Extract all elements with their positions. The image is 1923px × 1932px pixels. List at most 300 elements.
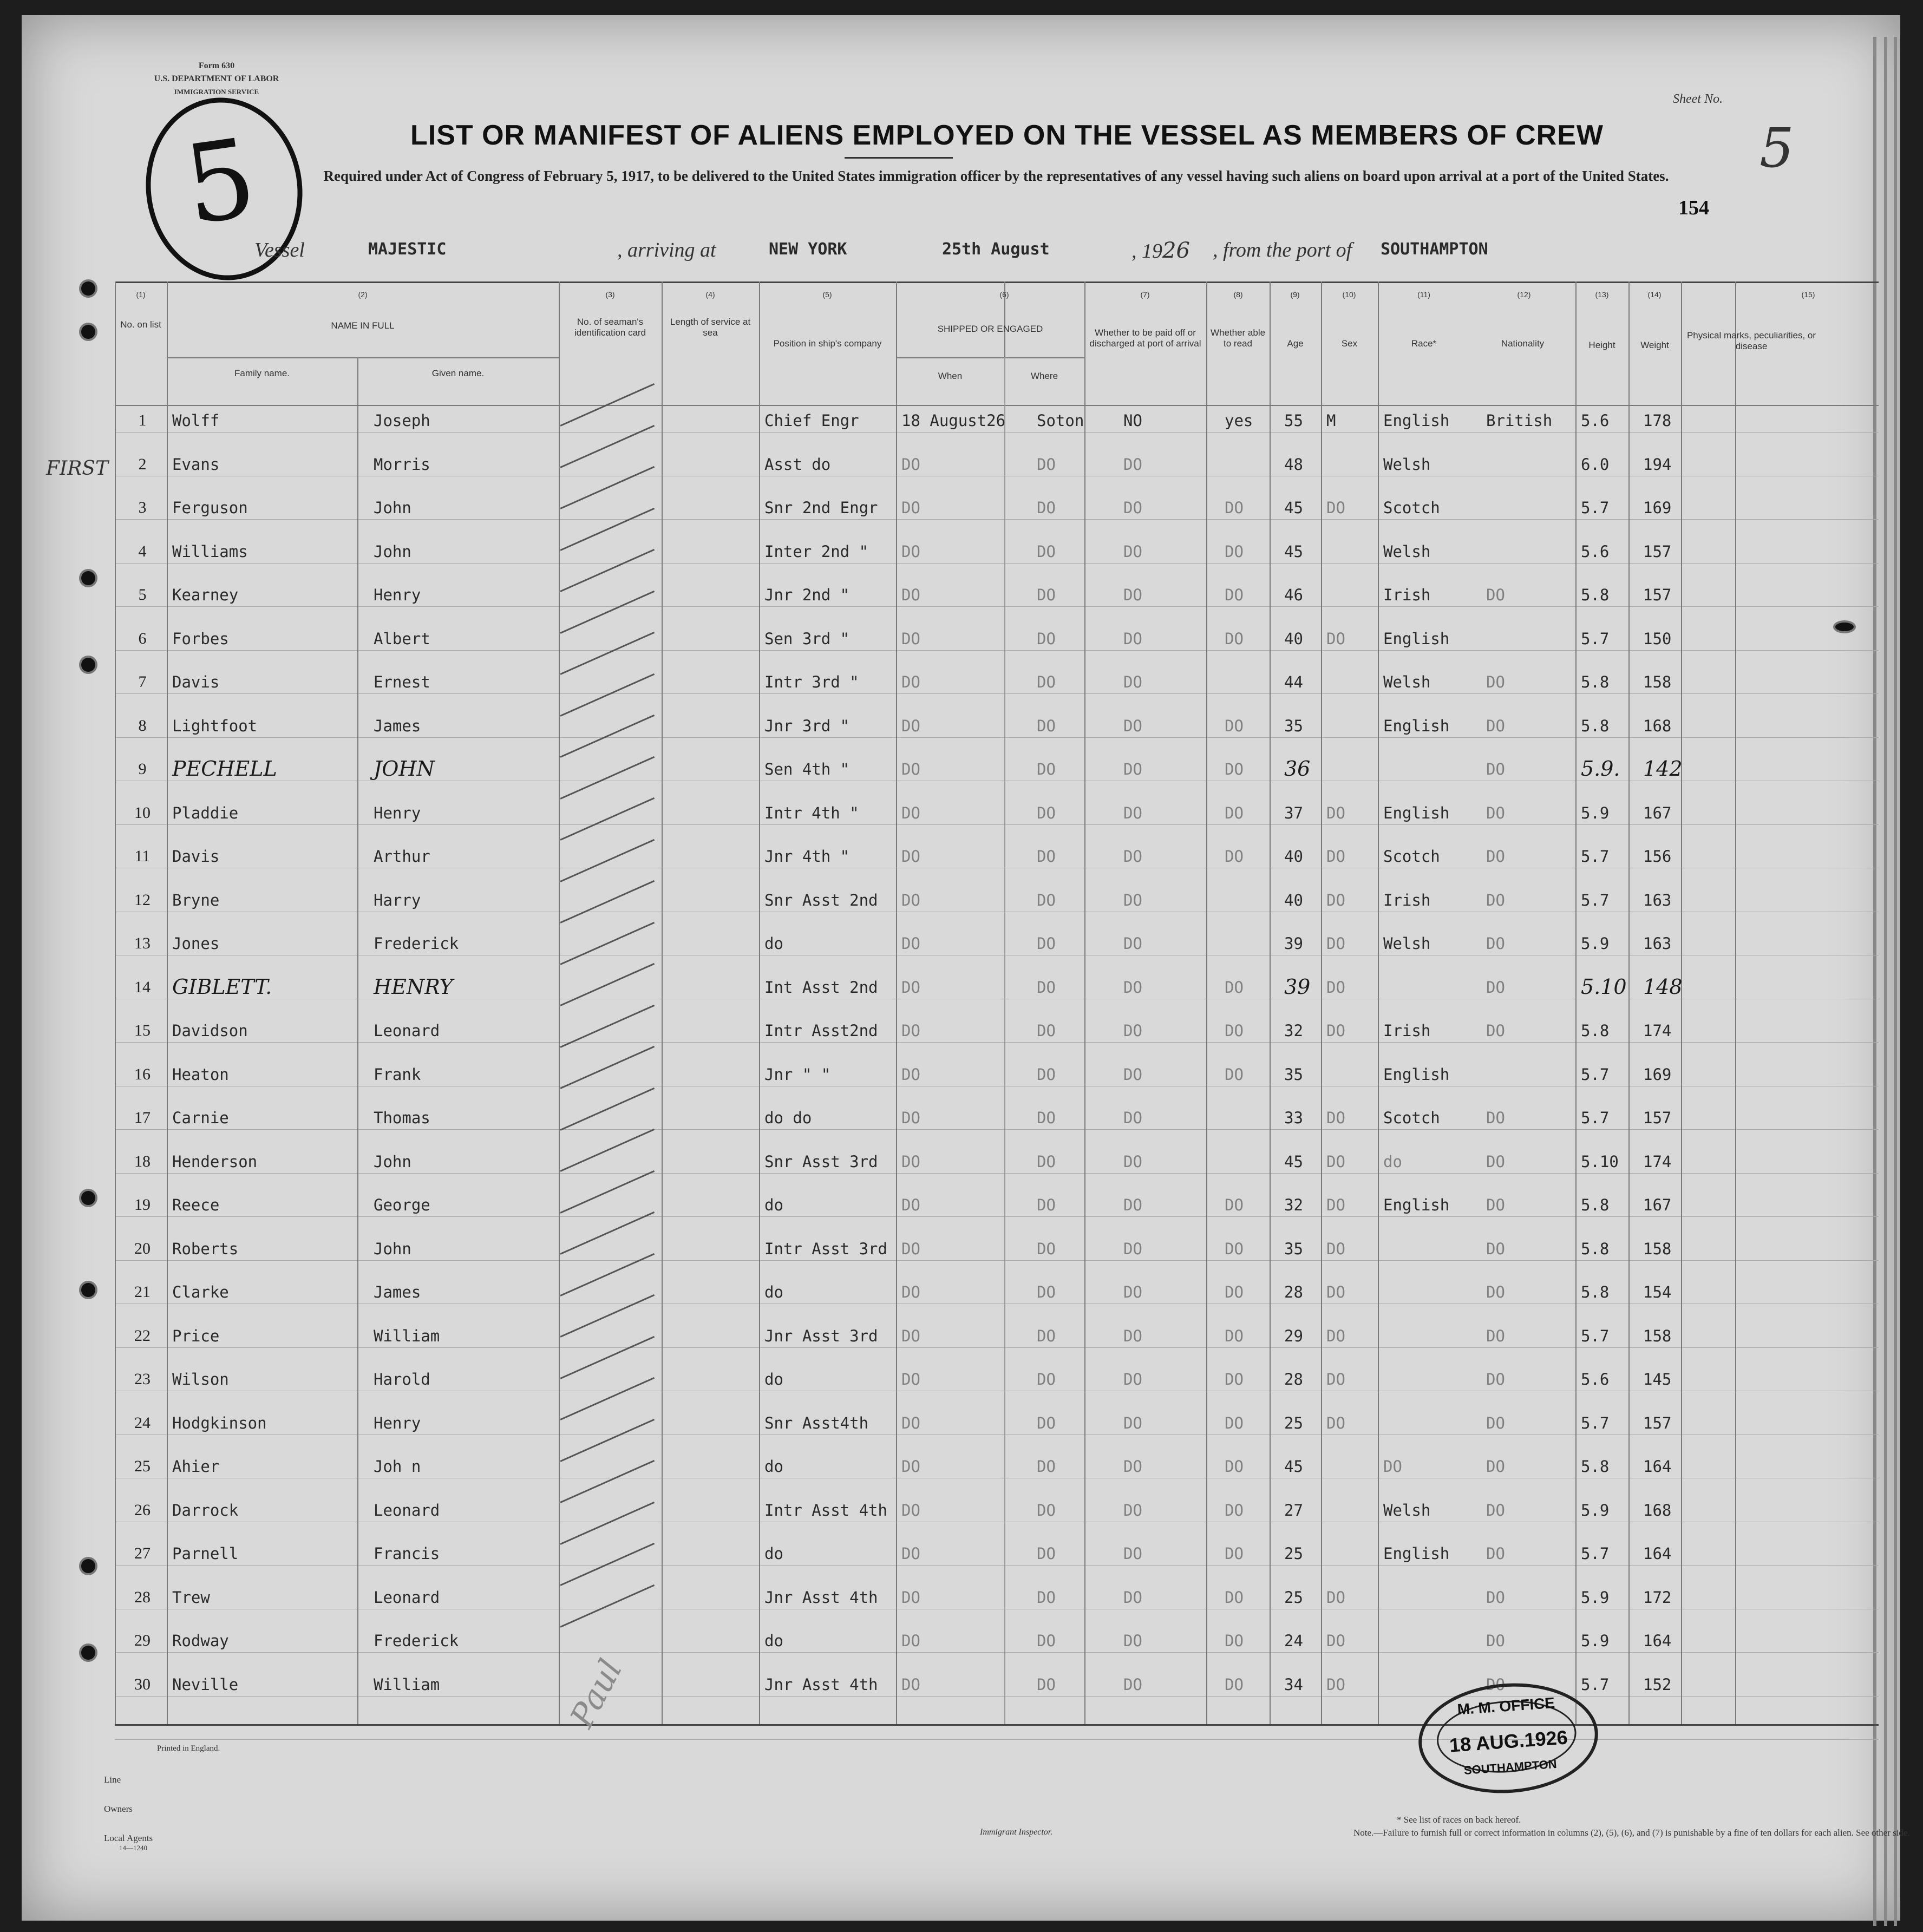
weight-cell: 158 bbox=[1643, 673, 1672, 691]
position-cell: Intr 3rd " bbox=[764, 673, 859, 691]
position-cell: do bbox=[764, 1632, 783, 1650]
shipped-when-cell: DO bbox=[901, 1370, 920, 1389]
shipped-where-cell: DO bbox=[1037, 1196, 1056, 1214]
row-number: 24 bbox=[134, 1414, 151, 1432]
nationality-cell: DO bbox=[1486, 934, 1505, 953]
position-cell: Jnr Asst 4th bbox=[764, 1675, 878, 1694]
weight-cell: 164 bbox=[1643, 1632, 1672, 1650]
age-cell: 32 bbox=[1284, 1196, 1303, 1214]
shipped-when-cell: DO bbox=[901, 542, 920, 561]
age-cell: 28 bbox=[1284, 1370, 1303, 1389]
shipped-when-cell: DO bbox=[901, 847, 920, 866]
position-cell: Jnr " " bbox=[764, 1065, 831, 1084]
age-cell: 46 bbox=[1284, 586, 1303, 604]
able-to-read-cell: DO bbox=[1225, 499, 1244, 517]
nationality-cell: DO bbox=[1486, 1675, 1505, 1694]
able-to-read-cell: DO bbox=[1225, 1632, 1244, 1650]
given-name-cell: John bbox=[374, 1152, 411, 1171]
height-cell: 5.8 bbox=[1581, 1240, 1610, 1258]
height-cell: 5.8 bbox=[1581, 1021, 1610, 1040]
height-cell: 5.8 bbox=[1581, 1196, 1610, 1214]
shipped-when-cell: DO bbox=[901, 1544, 920, 1563]
row-rule bbox=[115, 650, 1879, 651]
when-where-rule bbox=[1004, 357, 1005, 1724]
departure-port: SOUTHAMPTON bbox=[1381, 240, 1488, 259]
shipped-when-cell: DO bbox=[901, 717, 920, 735]
stamp-office: M. M. OFFICE bbox=[1456, 1694, 1555, 1718]
family-name-cell: Darrock bbox=[172, 1501, 239, 1520]
race-cell: Scotch bbox=[1383, 499, 1440, 517]
paid-off-cell: DO bbox=[1123, 542, 1142, 561]
given-name-cell: Arthur bbox=[374, 847, 430, 866]
sex-cell: DO bbox=[1326, 1370, 1345, 1389]
shipped-when-cell: DO bbox=[901, 455, 920, 474]
row-number: 5 bbox=[138, 586, 147, 604]
weight-cell: 194 bbox=[1643, 455, 1672, 474]
shipped-where-cell: DO bbox=[1037, 1457, 1056, 1476]
given-name-cell: Harry bbox=[374, 891, 421, 909]
shipped-where-cell: Soton bbox=[1037, 411, 1084, 430]
position-cell: do bbox=[764, 1544, 783, 1563]
column-number: (1) bbox=[136, 290, 146, 299]
height-cell: 5.7 bbox=[1581, 1414, 1610, 1432]
family-name-cell: Evans bbox=[172, 455, 220, 474]
paid-off-cell: DO bbox=[1123, 1283, 1142, 1301]
family-name-cell: PECHELL bbox=[172, 757, 277, 781]
row-rule bbox=[115, 519, 1879, 520]
sex-cell: DO bbox=[1326, 1021, 1345, 1040]
nationality-cell: DO bbox=[1486, 717, 1505, 735]
height-cell: 5.9 bbox=[1581, 1588, 1610, 1607]
race-cell: English bbox=[1383, 1544, 1450, 1563]
weight-cell: 157 bbox=[1643, 542, 1672, 561]
paid-off-cell: DO bbox=[1123, 1065, 1142, 1084]
position-cell: Chief Engr bbox=[764, 411, 859, 430]
shipped-when-cell: 18 August26 bbox=[901, 411, 1006, 430]
height-cell: 5.7 bbox=[1581, 1065, 1610, 1084]
position-cell: Intr Asst 4th bbox=[764, 1501, 887, 1520]
shipped-where-cell: DO bbox=[1037, 630, 1056, 648]
given-name-cell: Francis bbox=[374, 1544, 440, 1563]
shipped-where-cell: DO bbox=[1037, 1109, 1056, 1127]
shipped-where-cell: DO bbox=[1037, 586, 1056, 604]
paid-off-cell: DO bbox=[1123, 1675, 1142, 1694]
shipped-when-cell: DO bbox=[901, 804, 920, 822]
height-cell: 5.8 bbox=[1581, 673, 1610, 691]
sex-cell: DO bbox=[1326, 1588, 1345, 1607]
row-number: 22 bbox=[134, 1327, 151, 1345]
row-number: 21 bbox=[134, 1283, 151, 1301]
paid-off-cell: DO bbox=[1123, 455, 1142, 474]
paid-off-cell: NO bbox=[1123, 411, 1142, 430]
page-edge bbox=[1884, 37, 1887, 1926]
manifest-sheet bbox=[22, 15, 1900, 1921]
column-number: (4) bbox=[705, 290, 715, 299]
header-height: Height bbox=[1588, 340, 1615, 350]
family-name-cell: Trew bbox=[172, 1588, 210, 1607]
age-cell: 55 bbox=[1284, 411, 1303, 430]
sheet-number-label: Sheet No. bbox=[1673, 92, 1723, 106]
header-age: Age bbox=[1287, 338, 1304, 349]
height-cell: 5.9 bbox=[1581, 934, 1610, 953]
column-number: (5) bbox=[822, 290, 832, 299]
header-marks: Physical marks, peculiarities, or disease bbox=[1686, 330, 1816, 351]
shipped-where-cell: DO bbox=[1037, 1632, 1056, 1650]
nationality-cell: DO bbox=[1486, 1501, 1505, 1520]
height-cell: 5.8 bbox=[1581, 1457, 1610, 1476]
position-cell: Snr Asst 2nd bbox=[764, 891, 878, 909]
paid-off-cell: DO bbox=[1123, 1632, 1142, 1650]
shipped-where-cell: DO bbox=[1037, 673, 1056, 691]
position-cell: Sen 4th " bbox=[764, 760, 850, 778]
weight-cell: 154 bbox=[1643, 1283, 1672, 1301]
row-number: 3 bbox=[138, 499, 147, 516]
age-cell: 48 bbox=[1284, 455, 1303, 474]
footnote bbox=[1353, 1813, 1923, 1839]
sex-cell: DO bbox=[1326, 499, 1345, 517]
table-bottom-rule bbox=[115, 1724, 1879, 1726]
sex-cell: DO bbox=[1326, 847, 1345, 866]
able-to-read-cell: DO bbox=[1225, 717, 1244, 735]
race-cell: Irish bbox=[1383, 586, 1431, 604]
family-name-cell: Price bbox=[172, 1327, 220, 1345]
position-cell: Jnr 3rd " bbox=[764, 717, 850, 735]
weight-cell: 169 bbox=[1643, 1065, 1672, 1084]
row-number: 25 bbox=[134, 1457, 151, 1475]
shipped-when-cell: DO bbox=[901, 1414, 920, 1432]
name-subrule bbox=[167, 357, 559, 358]
stamp-date: 18 AUG.1926 bbox=[1448, 1726, 1568, 1757]
weight-cell: 157 bbox=[1643, 1414, 1672, 1432]
able-to-read-cell: DO bbox=[1225, 978, 1244, 997]
shipped-where-cell: DO bbox=[1037, 542, 1056, 561]
age-cell: 29 bbox=[1284, 1327, 1303, 1345]
row-number: 13 bbox=[134, 934, 151, 952]
given-name-cell: Henry bbox=[374, 586, 421, 604]
height-cell: 5.7 bbox=[1581, 847, 1610, 866]
shipped-when-cell: DO bbox=[901, 1021, 920, 1040]
shipped-where-cell: DO bbox=[1037, 1544, 1056, 1563]
given-name-cell: Albert bbox=[374, 630, 430, 648]
race-cell: Welsh bbox=[1383, 542, 1431, 561]
from-label: , from the port of bbox=[1213, 239, 1352, 261]
nationality-cell: DO bbox=[1486, 1544, 1505, 1563]
given-name-cell: George bbox=[374, 1196, 430, 1214]
height-cell: 5.7 bbox=[1581, 1327, 1610, 1345]
column-number: (6) bbox=[999, 290, 1009, 299]
race-cell: DO bbox=[1383, 1457, 1402, 1476]
shipped-where-cell: DO bbox=[1037, 1327, 1056, 1345]
column-number: (15) bbox=[1801, 290, 1815, 299]
shipped-where-cell: DO bbox=[1037, 978, 1056, 997]
paid-off-cell: DO bbox=[1123, 847, 1142, 866]
family-name-cell: Ahier bbox=[172, 1457, 220, 1476]
age-cell: 45 bbox=[1284, 542, 1303, 561]
row-number: 4 bbox=[138, 542, 147, 560]
race-cell: Welsh bbox=[1383, 1501, 1431, 1520]
height-cell: 5.7 bbox=[1581, 1544, 1610, 1563]
footnote-races: * See list of races on back hereof. bbox=[1397, 1815, 1521, 1825]
margin-note: FIRST bbox=[46, 457, 108, 480]
given-name-cell: Frederick bbox=[374, 934, 459, 953]
shipped-when-cell: DO bbox=[901, 499, 920, 517]
shipped-when-cell: DO bbox=[901, 1675, 920, 1694]
height-cell: 5.10 bbox=[1581, 975, 1627, 999]
height-cell: 5.6 bbox=[1581, 542, 1610, 561]
race-cell: Irish bbox=[1383, 1021, 1431, 1040]
row-rule bbox=[115, 1739, 1879, 1740]
column-number: (11) bbox=[1417, 290, 1430, 299]
sex-cell: DO bbox=[1326, 1632, 1345, 1650]
punch-hole bbox=[81, 1646, 95, 1660]
header-nationality: Nationality bbox=[1501, 338, 1545, 349]
column-rule bbox=[167, 281, 168, 1724]
race-cell: do bbox=[1383, 1152, 1402, 1171]
row-number: 28 bbox=[134, 1588, 151, 1606]
paid-off-cell: DO bbox=[1123, 1544, 1142, 1563]
shipped-when-cell: DO bbox=[901, 1588, 920, 1607]
able-to-read-cell: DO bbox=[1225, 1327, 1244, 1345]
shipped-where-cell: DO bbox=[1037, 455, 1056, 474]
given-name-cell: James bbox=[374, 717, 421, 735]
column-rule bbox=[1681, 281, 1682, 1724]
shipped-where-cell: DO bbox=[1037, 1283, 1056, 1301]
given-name-cell: John bbox=[374, 499, 411, 517]
column-number: (13) bbox=[1595, 290, 1609, 299]
nationality-cell: DO bbox=[1486, 847, 1505, 866]
nationality-cell: DO bbox=[1486, 1588, 1505, 1607]
weight-cell: 158 bbox=[1643, 1327, 1672, 1345]
given-name-cell: Harold bbox=[374, 1370, 430, 1389]
column-number: (9) bbox=[1290, 290, 1300, 299]
shipped-when-cell: DO bbox=[901, 1196, 920, 1214]
able-to-read-cell: DO bbox=[1225, 1021, 1244, 1040]
nationality-cell: DO bbox=[1486, 1370, 1505, 1389]
column-number: (10) bbox=[1342, 290, 1356, 299]
weight-cell: 163 bbox=[1643, 934, 1672, 953]
column-rule bbox=[115, 281, 116, 1724]
height-cell: 5.8 bbox=[1581, 1283, 1610, 1301]
row-rule bbox=[115, 1696, 1879, 1697]
height-cell: 5.9. bbox=[1581, 757, 1620, 781]
shipped-when-cell: DO bbox=[901, 630, 920, 648]
race-cell: English bbox=[1383, 1196, 1450, 1214]
paid-off-cell: DO bbox=[1123, 673, 1142, 691]
able-to-read-cell: DO bbox=[1225, 760, 1244, 778]
arrival-year: , 1926 bbox=[1131, 238, 1190, 263]
row-rule bbox=[115, 824, 1879, 825]
arrival-port: NEW YORK bbox=[769, 240, 847, 259]
row-rule bbox=[115, 1216, 1879, 1217]
row-rule bbox=[115, 737, 1879, 738]
header-race: Race* bbox=[1411, 338, 1437, 349]
row-rule bbox=[115, 1565, 1879, 1566]
able-to-read-cell: DO bbox=[1225, 630, 1244, 648]
punch-hole bbox=[81, 1191, 95, 1205]
header-name-in-full: NAME IN FULL bbox=[331, 320, 395, 331]
given-name-cell: Henry bbox=[374, 1414, 421, 1432]
nationality-cell: DO bbox=[1486, 978, 1505, 997]
height-cell: 5.9 bbox=[1581, 1501, 1610, 1520]
able-to-read-cell: DO bbox=[1225, 804, 1244, 822]
shipped-when-cell: DO bbox=[901, 1109, 920, 1127]
sheet-mark: 5 bbox=[1760, 116, 1794, 180]
given-name-cell: Leonard bbox=[374, 1501, 440, 1520]
race-cell: English bbox=[1383, 411, 1450, 430]
paid-off-cell: DO bbox=[1123, 1501, 1142, 1520]
position-cell: Intr Asst2nd bbox=[764, 1021, 878, 1040]
paid-off-cell: DO bbox=[1123, 717, 1142, 735]
age-cell: 28 bbox=[1284, 1283, 1303, 1301]
weight-cell: 150 bbox=[1643, 630, 1672, 648]
position-cell: do bbox=[764, 1370, 783, 1389]
race-cell: English bbox=[1383, 804, 1450, 822]
height-cell: 5.7 bbox=[1581, 1109, 1610, 1127]
nationality-cell: DO bbox=[1486, 586, 1505, 604]
age-cell: 35 bbox=[1284, 1240, 1303, 1258]
family-name-cell: Forbes bbox=[172, 630, 229, 648]
family-name-cell: Roberts bbox=[172, 1240, 239, 1258]
paid-off-cell: DO bbox=[1123, 586, 1142, 604]
local-agents-label: Local Agents bbox=[104, 1833, 153, 1843]
header-sex: Sex bbox=[1341, 338, 1358, 349]
able-to-read-cell: DO bbox=[1225, 1544, 1244, 1563]
paid-off-cell: DO bbox=[1123, 499, 1142, 517]
nationality-cell: DO bbox=[1486, 1327, 1505, 1345]
given-name-cell: John bbox=[374, 1240, 411, 1258]
nationality-cell: British bbox=[1486, 411, 1553, 430]
race-cell: English bbox=[1383, 630, 1450, 648]
given-name-cell: Henry bbox=[374, 804, 421, 822]
position-cell: Intr Asst 3rd bbox=[764, 1240, 887, 1258]
header-able-read: Whether able to read bbox=[1210, 328, 1266, 349]
row-number: 1 bbox=[138, 411, 147, 429]
page-title: LIST OR MANIFEST OF ALIENS EMPLOYED ON THE VESSEL AS MEMBERS OF CREW bbox=[410, 120, 1604, 151]
given-name-cell: Leonard bbox=[374, 1021, 440, 1040]
signature: Paul bbox=[563, 1653, 630, 1734]
paid-off-cell: DO bbox=[1123, 1021, 1142, 1040]
sex-cell: DO bbox=[1326, 630, 1345, 648]
row-number: 19 bbox=[134, 1196, 151, 1214]
family-name-cell: Carnie bbox=[172, 1109, 229, 1127]
age-cell: 27 bbox=[1284, 1501, 1303, 1520]
column-rule bbox=[1321, 281, 1322, 1724]
row-rule bbox=[115, 1173, 1879, 1174]
column-number: (12) bbox=[1517, 290, 1531, 299]
weight-cell: 145 bbox=[1643, 1370, 1672, 1389]
shipped-where-cell: DO bbox=[1037, 1240, 1056, 1258]
column-number: (7) bbox=[1140, 290, 1150, 299]
paid-off-cell: DO bbox=[1123, 891, 1142, 909]
paid-off-cell: DO bbox=[1123, 1109, 1142, 1127]
paid-off-cell: DO bbox=[1123, 1457, 1142, 1476]
shipped-when-cell: DO bbox=[901, 1152, 920, 1171]
age-cell: 44 bbox=[1284, 673, 1303, 691]
height-cell: 6.0 bbox=[1581, 455, 1610, 474]
name-split-rule bbox=[357, 357, 358, 1724]
row-rule bbox=[115, 1129, 1879, 1130]
able-to-read-cell: DO bbox=[1225, 1675, 1244, 1694]
row-number: 8 bbox=[138, 717, 147, 735]
race-cell: Welsh bbox=[1383, 455, 1431, 474]
shipped-where-cell: DO bbox=[1037, 1588, 1056, 1607]
nationality-cell: DO bbox=[1486, 1021, 1505, 1040]
family-name-cell: Hodgkinson bbox=[172, 1414, 267, 1432]
row-number: 20 bbox=[134, 1240, 151, 1258]
race-cell: Scotch bbox=[1383, 1109, 1440, 1127]
row-number: 30 bbox=[134, 1675, 151, 1693]
header-where: Where bbox=[1030, 371, 1058, 381]
family-name-cell: Lightfoot bbox=[172, 717, 258, 735]
header-family-name: Family name. bbox=[234, 368, 290, 378]
page-number: 154 bbox=[1678, 197, 1709, 219]
position-cell: Snr 2nd Engr bbox=[764, 499, 878, 517]
paid-off-cell: DO bbox=[1123, 1196, 1142, 1214]
shipped-where-cell: DO bbox=[1037, 499, 1056, 517]
family-name-cell: Reece bbox=[172, 1196, 220, 1214]
weight-cell: 158 bbox=[1643, 1240, 1672, 1258]
nationality-cell: DO bbox=[1486, 1240, 1505, 1258]
shipped-where-cell: DO bbox=[1037, 934, 1056, 953]
race-cell: English bbox=[1383, 717, 1450, 735]
given-name-cell: Frank bbox=[374, 1065, 421, 1084]
age-cell: 34 bbox=[1284, 1675, 1303, 1694]
able-to-read-cell: DO bbox=[1225, 1065, 1244, 1084]
row-number: 6 bbox=[138, 630, 147, 647]
arriving-label: , arriving at bbox=[617, 239, 716, 261]
column-rule bbox=[559, 281, 560, 1724]
owners-label: Owners bbox=[104, 1804, 133, 1814]
age-cell: 40 bbox=[1284, 847, 1303, 866]
shipped-subrule bbox=[896, 357, 1084, 358]
nationality-cell: DO bbox=[1486, 1109, 1505, 1127]
shipped-where-cell: DO bbox=[1037, 1414, 1056, 1432]
row-rule bbox=[115, 1347, 1879, 1348]
family-name-cell: Heaton bbox=[172, 1065, 229, 1084]
paid-off-cell: DO bbox=[1123, 760, 1142, 778]
header-given-name: Given name. bbox=[431, 368, 485, 378]
family-name-cell: Davis bbox=[172, 847, 220, 866]
paid-off-cell: DO bbox=[1123, 934, 1142, 953]
shipped-where-cell: DO bbox=[1037, 1021, 1056, 1040]
form-service: IMMIGRATION SERVICE bbox=[174, 88, 259, 96]
form-number: Form 630 bbox=[198, 61, 235, 70]
weight-cell: 174 bbox=[1643, 1152, 1672, 1171]
height-cell: 5.7 bbox=[1581, 1675, 1610, 1694]
able-to-read-cell: DO bbox=[1225, 1370, 1244, 1389]
family-name-cell: Rodway bbox=[172, 1632, 229, 1650]
weight-cell: 174 bbox=[1643, 1021, 1672, 1040]
page-edge bbox=[1894, 37, 1897, 1926]
age-cell: 35 bbox=[1284, 1065, 1303, 1084]
row-rule bbox=[115, 1652, 1879, 1653]
nationality-cell: DO bbox=[1486, 1283, 1505, 1301]
able-to-read-cell: DO bbox=[1225, 1240, 1244, 1258]
height-cell: 5.7 bbox=[1581, 891, 1610, 909]
given-name-cell: Ernest bbox=[374, 673, 430, 691]
sex-cell: DO bbox=[1326, 978, 1345, 997]
age-cell: 45 bbox=[1284, 499, 1303, 517]
row-number: 17 bbox=[134, 1109, 151, 1127]
able-to-read-cell: DO bbox=[1225, 1196, 1244, 1214]
age-cell: 35 bbox=[1284, 717, 1303, 735]
weight-cell: 164 bbox=[1643, 1457, 1672, 1476]
shipped-where-cell: DO bbox=[1037, 760, 1056, 778]
header-no-on-list: No. on list bbox=[120, 319, 161, 330]
row-number: 12 bbox=[134, 891, 151, 909]
row-number: 16 bbox=[134, 1065, 151, 1083]
height-cell: 5.9 bbox=[1581, 1632, 1610, 1650]
